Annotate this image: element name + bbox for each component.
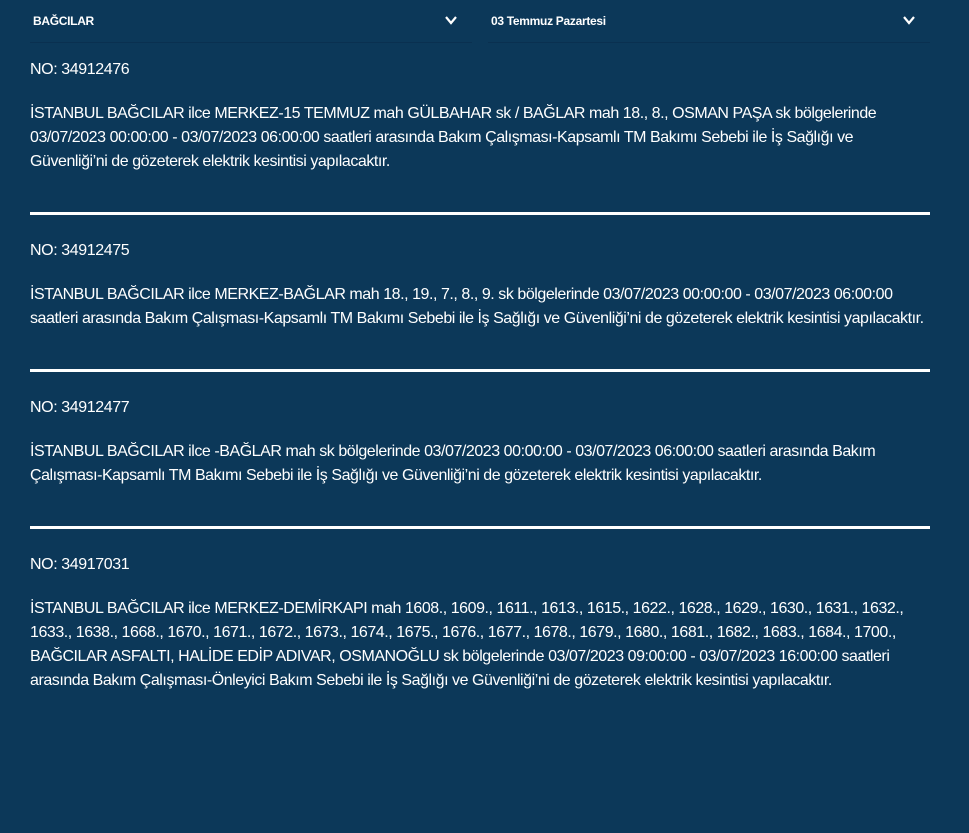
outage-item: [30, 241, 930, 331]
district-select-value: BAĞCILAR: [33, 14, 94, 28]
date-select[interactable]: [488, 0, 930, 43]
outage-number: NO: 34912477: [30, 399, 130, 416]
outage-list: [30, 60, 930, 693]
outage-description: İSTANBUL BAĞCILAR ilce MERKEZ-BAĞLAR mah 18., 19., 7., 8., 9. sk bölgelerinde 03/07/2023 00:00:00 - 03/07/2023 06:00:00 saatleri arasında Bakım Çalışması-Kapsamlı TM Bakımı Sebebi ile İş Sağlığı ve Güvenliği’ni de gözeterek elektrik kesintisi yapılacaktır.: [30, 286, 924, 327]
divider: [30, 369, 930, 372]
date-select-value: 03 Temmuz Pazartesi: [491, 14, 606, 28]
outage-item: [30, 60, 930, 174]
chevron-down-icon: [902, 13, 916, 27]
outage-description: İSTANBUL BAĞCILAR ilce MERKEZ-15 TEMMUZ mah GÜLBAHAR sk / BAĞLAR mah 18., 8., OSMAN PAŞA sk bölgelerinde 03/07/2023 00:00:00 - 03/07/2023 06:00:00 saatleri arasında Bakım Çalışması-Kapsamlı TM Bakımı Sebebi ile İş Sağlığı ve Güvenliği’ni de gözeterek elektrik kesintisi yapılacaktır.: [30, 105, 877, 170]
chevron-down-icon: [444, 13, 458, 27]
outage-item: [30, 555, 930, 693]
divider: [30, 526, 930, 529]
outage-description: İSTANBUL BAĞCILAR ilce -BAĞLAR mah sk bölgelerinde 03/07/2023 00:00:00 - 03/07/2023 06:00:00 saatleri arasında Bakım Çalışması-Kapsamlı TM Bakımı Sebebi ile İş Sağlığı ve Güvenliği’ni de gözeterek elektrik kesintisi yapılacaktır.: [30, 443, 876, 484]
outage-item: [30, 398, 930, 488]
outage-description: İSTANBUL BAĞCILAR ilce MERKEZ-DEMİRKAPI mah 1608., 1609., 1611., 1613., 1615., 1622., 1628., 1629., 1630., 1631., 1632., 1633., 1638., 1668., 1670., 1671., 1672., 1673., 1674., 1675., 1676., 1677., 1678., 1679., 1680., 1681., 1682., 1683., 1684., 1700., BAĞCILAR ASFALTI, HALİDE EDİP ADIVAR, OSMANOĞLU sk bölgelerinde 03/07/2023 09:00:00 - 03/07/2023 16:00:00 saatleri arasında Bakım Çalışması-Önleyici Bakım Sebebi ile İş Sağlığı ve Güvenliği’ni de gözeterek elektrik kesintisi yapılacaktır.: [30, 600, 904, 689]
district-select[interactable]: [30, 0, 472, 43]
outage-number: NO: 34912475: [30, 242, 130, 259]
outage-number: NO: 34912476: [30, 61, 130, 78]
divider: [30, 212, 930, 215]
filter-bar: [30, 0, 930, 44]
outage-number: NO: 34917031: [30, 556, 130, 573]
